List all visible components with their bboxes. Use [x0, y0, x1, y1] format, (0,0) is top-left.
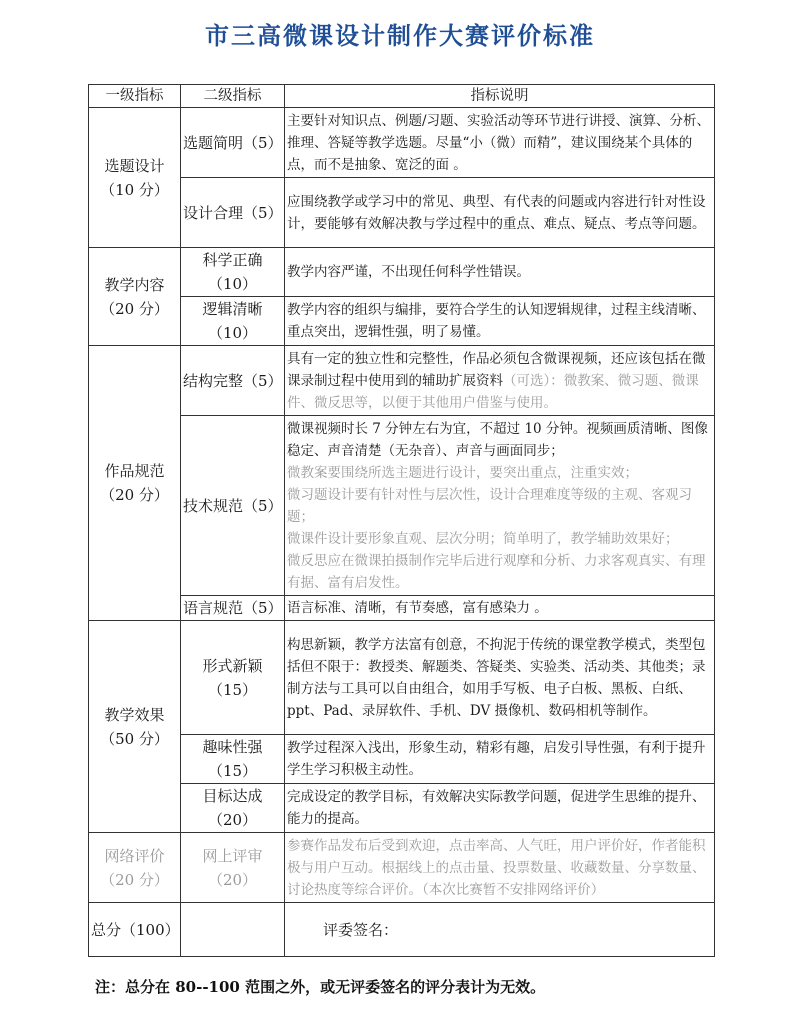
page-title: 市三高微课设计制作大赛评价标准 [205, 22, 595, 50]
table-row [89, 297, 715, 346]
indicator-name [181, 297, 285, 346]
indicator-desc: 语言标准、清晰，有节奏感，富有感染力 。 [285, 596, 715, 621]
indicator-name [181, 621, 285, 735]
section-name: 网络评价 [104, 846, 165, 865]
indicator-score: （20） [207, 870, 258, 889]
table-row [89, 784, 715, 833]
table-row [89, 248, 715, 297]
table-row [89, 346, 715, 416]
indicator-desc: 教学内容的组织与编排，要符合学生的认知逻辑规律，过程主线清晰、重点突出，逻辑性强，明了易懂。 [285, 297, 715, 346]
indicator-score: （20） [207, 811, 258, 829]
indicator-name: 语言规范（5） [181, 596, 285, 621]
desc-courseware: 微课件设计要形象直观、层次分明；简单明了，教学辅助效果好； [287, 530, 679, 547]
section-name: 教学效果 [104, 705, 165, 724]
table-row [89, 621, 715, 735]
header-desc: 指标说明 [285, 85, 715, 108]
judge-signature[interactable]: 评委签名： [285, 903, 715, 957]
indicator-desc [285, 346, 715, 416]
section-name: 作品规范 [104, 462, 165, 480]
indicator-score: （10） [207, 275, 258, 293]
indicator-desc [285, 416, 715, 596]
desc-exercise: 微习题设计要有针对性与层次性，设计合理难度等级的主观、客观习题； [287, 486, 692, 525]
rubric-table [88, 84, 715, 957]
indicator-name [181, 735, 285, 784]
header-level1: 一级指标 [89, 85, 181, 108]
indicator-name: 结构完整（5） [181, 346, 285, 416]
table-row [89, 108, 715, 178]
indicator-score: （10） [207, 324, 258, 342]
section-score: （10 分） [100, 180, 169, 199]
footnote: 注：总分在 80--100 范围之外，或无评委签名的评分表计为无效。 [95, 978, 546, 996]
section-score: （20 分） [100, 870, 169, 889]
section-cell-topic-design [89, 108, 181, 248]
section-cell-effect [89, 621, 181, 833]
indicator-desc: 参赛作品发布后受到欢迎，点击率高、人气旺，用户评价好，作者能积极与用户互动。根据线上的点击量、投票数量、收藏数量、分享数量、讨论热度等综合评价。（本次比赛暂不安排网络评价） [285, 833, 715, 903]
indicator-title: 目标达成 [202, 787, 263, 805]
indicator-desc: 教学过程深入浅出，形象生动，精彩有趣，启发引导性强，有利于提升学生学习积极主动性。 [285, 735, 715, 784]
total-label: 总分（100） [89, 903, 181, 957]
indicator-desc: 教学内容严谨，不出现任何科学性错误。 [285, 248, 715, 297]
desc-lesson-plan: 微教案要围绕所选主题进行设计，要突出重点，注重实效； [287, 464, 638, 481]
table-row [89, 416, 715, 596]
section-name: 教学内容 [104, 275, 165, 294]
table-row [89, 833, 715, 903]
indicator-desc: 主要针对知识点、例题/习题、实验活动等环节进行讲授、演算、分析、推理、答疑等教学选题。尽量“小（微）而精”，建议围绕某个具体的点，而不是抽象、宽泛的面 。 [285, 108, 715, 178]
indicator-title: 趣味性强 [202, 738, 263, 756]
indicator-name [181, 833, 285, 903]
table-row [89, 735, 715, 784]
table-row [89, 596, 715, 621]
desc-optional: （可选）：微教案、微习题、微课件、微反思等，以便于其他用户借鉴与使用。 [287, 372, 699, 411]
indicator-name [181, 784, 285, 833]
indicator-title: 形式新颖 [202, 656, 263, 675]
total-row [89, 903, 715, 957]
section-cell-spec [89, 346, 181, 621]
header-level2: 二级指标 [181, 85, 285, 108]
total-empty-cell [181, 903, 285, 957]
section-cell-content [89, 248, 181, 346]
section-score: （50 分） [100, 729, 169, 748]
table-row [89, 178, 715, 248]
indicator-title: 逻辑清晰 [202, 300, 263, 318]
indicator-name: 技术规范（5） [181, 416, 285, 596]
section-score: （20 分） [100, 299, 169, 318]
indicator-name: 选题简明（5） [181, 108, 285, 178]
section-cell-online [89, 833, 181, 903]
indicator-desc: 构思新颖，教学方法富有创意，不拘泥于传统的课堂教学模式，类型包括但不限于：教授类、解题类、答疑类、实验类、活动类、其他类；录制方法与工具可以自由组合，如用手写板、电子白板、黑板、白纸、ppt、Pad、录屏软件、手机、DV 摄像机、数码相机等制作。 [285, 621, 715, 735]
indicator-score: （15） [207, 680, 258, 699]
indicator-title: 网上评审 [202, 846, 263, 865]
desc-main: 具有一定的独立性和完整性，作品必须包含微课视频，还应该包括在微课录制过程中使用到的辅助扩展资料 [287, 350, 706, 389]
indicator-name: 设计合理（5） [181, 178, 285, 248]
indicator-title: 科学正确 [202, 251, 263, 269]
indicator-desc: 完成设定的教学目标，有效解决实际教学问题，促进学生思维的提升、能力的提高。 [285, 784, 715, 833]
indicator-score: （15） [207, 762, 258, 780]
section-name: 选题设计 [104, 156, 165, 175]
indicator-name [181, 248, 285, 297]
section-score: （20 分） [100, 486, 169, 504]
table-header-row [89, 85, 715, 108]
indicator-desc: 应围绕教学或学习中的常见、典型、有代表的问题或内容进行针对性设计，要能够有效解决教与学过程中的重点、难点、疑点、考点等问题。 [285, 178, 715, 248]
desc-reflection: 微反思应在微课拍摄制作完毕后进行观摩和分析、力求客观真实、有理有据、富有启发性。 [287, 552, 706, 591]
desc-video: 微课视频时长 7 分钟左右为宜，不超过 10 分钟。视频画质清晰、图像稳定、声音清楚（无杂音）、声音与画面同步； [287, 420, 708, 459]
